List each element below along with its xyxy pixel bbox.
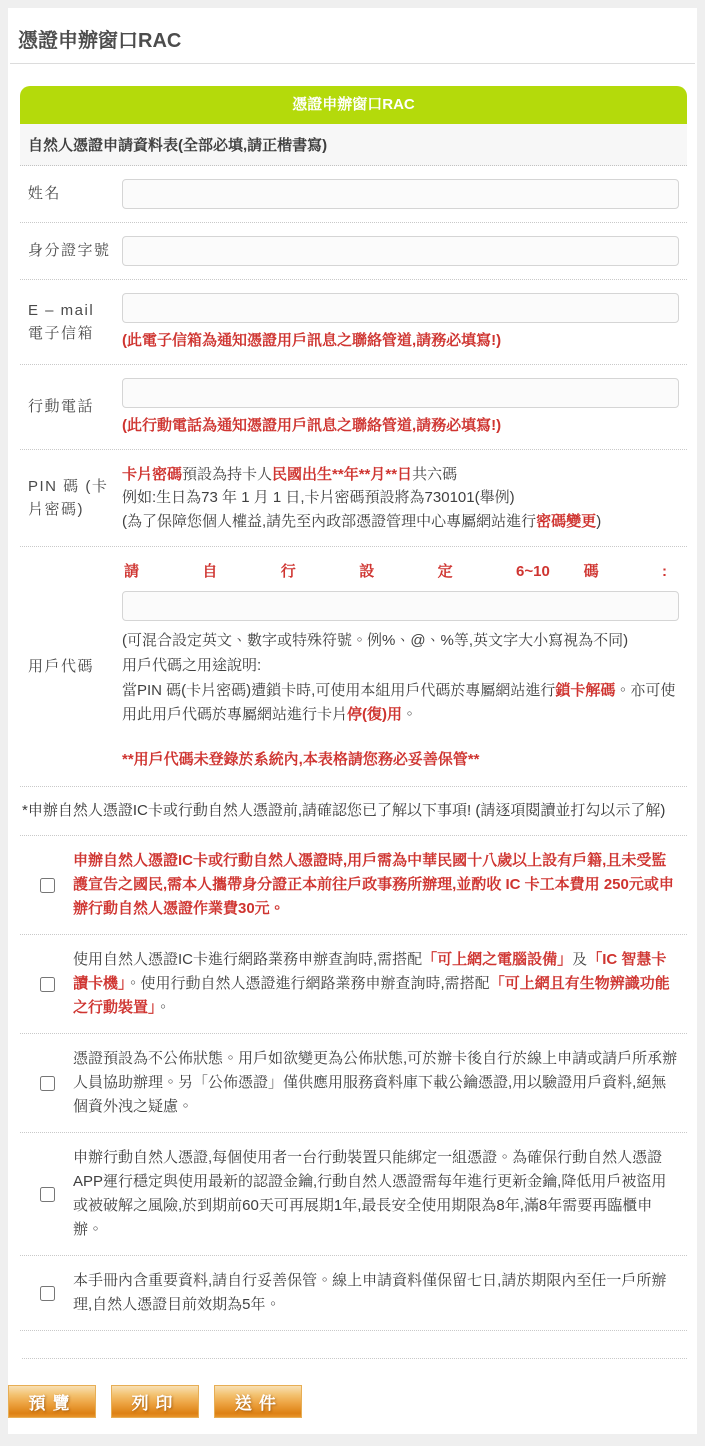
card-subtitle: 自然人憑證申請資料表(全部必填,請正楷書寫) xyxy=(20,124,687,166)
id-number-input[interactable] xyxy=(122,236,679,266)
action-button-bar xyxy=(8,1385,697,1418)
checklist-item-1-text: 申辦自然人憑證IC卡或行動自然人憑證時,用戶需為中華民國十八歲以上設有戶籍,且未受監護宣告之國民,需本人攜帶身分證正本前往戶政事務所辦理,並酌收 IC 卡工本費用 250元或申辦行動自然人憑證作業費30元。 xyxy=(73,852,674,918)
checklist-item-4 xyxy=(20,1133,687,1256)
confirm-note: *申辦自然人憑證IC卡或行動自然人憑證前,請確認您已了解以下事項! (請逐項閱讀並打勾以示了解) xyxy=(20,787,687,837)
checklist-item-2-text: 使用自然人憑證IC卡進行網路業務申辦查詢時,需搭配「可上網之電腦設備」及「IC 智慧卡讀卡機」。使用行動自然人憑證進行網路業務申辦查詢時,需搭配「可上網且有生物辨識功能之行動裝置」。 xyxy=(73,951,670,1017)
mobile-row xyxy=(20,365,687,450)
pin-row xyxy=(20,450,687,547)
user-code-warning: **用戶代碼未登錄於系統內,本表格請您務必妥善保管** xyxy=(122,750,480,768)
name-input[interactable] xyxy=(122,179,679,209)
agreement-checkbox-1[interactable] xyxy=(40,878,55,893)
preview-button[interactable]: 預覽 xyxy=(8,1385,96,1418)
agreement-checkbox-2[interactable] xyxy=(40,977,55,992)
checklist-item-3 xyxy=(20,1034,687,1133)
checklist-item-3-text: 憑證預設為不公佈狀態。用戶如欲變更為公佈狀態,可於辦卡後自行於線上申請或請戶所承辦人員協助辦理。另「公佈憑證」僅供應用服務資料庫下載公鑰憑證,用以驗證用戶資料,絕無個資外洩之疑慮。 xyxy=(73,1050,678,1116)
id-number-label: 身分證字號 xyxy=(28,242,111,260)
user-code-set-heading: 請 自 行 設 定 6~10 碼 : xyxy=(124,562,667,580)
mobile-label: 行動電話 xyxy=(28,398,95,416)
mobile-note: (此行動電話為通知憑證用戶訊息之聯絡管道,請務必填寫!) xyxy=(122,417,502,434)
checklist-item-1 xyxy=(20,836,687,935)
user-code-purpose-text: 當PIN 碼(卡片密碼)遭鎖卡時,可使用本組用戶代碼於專屬網站進行鎖卡解碼。亦可使用此用戶代碼於專屬網站進行卡片停(復)用。 xyxy=(122,682,676,723)
pin-default-note-line3: (為了保障您個人權益,請先至內政部憑證管理中心專屬網站進行密碼變更) xyxy=(122,512,602,530)
cert-application-card xyxy=(20,86,687,1359)
user-code-label: 用戶代碼 xyxy=(28,657,95,675)
title-divider xyxy=(10,63,695,64)
checklist-item-5-text: 本手冊內含重要資料,請自行妥善保管。線上申請資料僅保留七日,請於期限內至任一戶所辦理,自然人憑證目前效期為5年。 xyxy=(73,1272,667,1314)
mobile-input[interactable] xyxy=(122,378,679,408)
email-label: E – mail 電子信箱 xyxy=(28,301,95,342)
main-panel xyxy=(8,8,697,1434)
bottom-spacer-divider xyxy=(22,1331,687,1359)
user-code-row xyxy=(20,547,687,787)
email-note: (此電子信箱為通知憑證用戶訊息之聯絡管道,請務必填寫!) xyxy=(122,332,502,349)
checklist-item-2 xyxy=(20,935,687,1034)
agreement-checkbox-5[interactable] xyxy=(40,1286,55,1301)
print-button[interactable]: 列印 xyxy=(111,1385,199,1418)
checklist-item-5 xyxy=(20,1256,687,1331)
user-code-mix-note: (可混合設定英文、數字或特殊符號。例%、@、%等,英文字大小寫視為不同) xyxy=(122,631,629,649)
user-code-input[interactable] xyxy=(122,591,679,621)
name-label: 姓名 xyxy=(28,185,62,203)
submit-button[interactable]: 送件 xyxy=(214,1385,302,1418)
page-title: 憑證申辦窗口RAC xyxy=(18,30,182,52)
card-header-bar: 憑證申辦窗口RAC xyxy=(20,86,687,124)
user-code-purpose-title: 用戶代碼之用途說明: xyxy=(122,657,262,674)
id-number-row xyxy=(20,223,687,280)
checklist-item-4-text: 申辦行動自然人憑證,每個使用者一台行動裝置只能綁定一組憑證。為確保行動自然人憑證APP運行穩定與使用最新的認證金鑰,行動自然人憑證需每年進行更新金鑰,降低用戶被盜用或被破解之風險,於到期前60天可再展期1年,最長安全使用期限為8年,滿8年需要再臨櫃申辦。 xyxy=(73,1149,667,1239)
pin-label: PIN 碼 (卡片密碼) xyxy=(28,477,109,518)
agreement-checkbox-3[interactable] xyxy=(40,1076,55,1091)
name-row xyxy=(20,166,687,223)
pin-default-note-line1: 卡片密碼預設為持卡人民國出生**年**月**日共六碼 xyxy=(122,466,458,483)
pin-default-note-line2: 例如:生日為73 年 1 月 1 日,卡片密碼預設將為730101(舉例) xyxy=(122,489,515,507)
email-row xyxy=(20,280,687,365)
email-input[interactable] xyxy=(122,293,679,323)
